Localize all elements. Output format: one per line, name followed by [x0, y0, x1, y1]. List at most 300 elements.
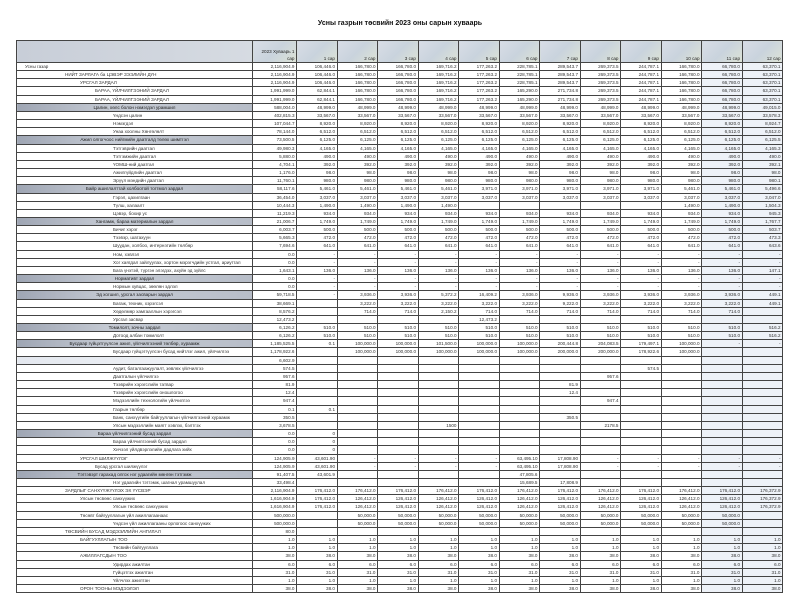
- month-10-cell: [661, 397, 702, 405]
- month-7-cell: 31.0: [540, 568, 581, 576]
- month-1-cell: 641.0: [297, 242, 338, 250]
- month-5-cell: -: [459, 454, 500, 462]
- annual-total-cell: 402,815.3: [253, 111, 297, 119]
- month-5-cell: 98.0: [459, 169, 500, 177]
- month-7-cell: 1.0: [540, 536, 581, 544]
- month-1-cell: -: [297, 291, 338, 299]
- month-2-cell: 166,780.0: [337, 87, 378, 95]
- month-6-cell: 228,785.1: [499, 63, 540, 71]
- month-2-cell: 98.0: [337, 169, 378, 177]
- month-8-cell: 6.0: [580, 560, 621, 568]
- month-5-cell: -: [459, 283, 500, 291]
- annual-total-cell: 38.0: [253, 552, 297, 560]
- month-6-cell: 8,920.0: [499, 120, 540, 128]
- table-row: [17, 120, 783, 128]
- month-5-cell: 136.0: [459, 266, 500, 274]
- month-3-cell: 934.0: [378, 209, 419, 217]
- month-4-cell: [418, 446, 459, 454]
- table-row: [17, 87, 783, 95]
- month-11-cell: [702, 348, 743, 356]
- table-row: [17, 234, 783, 242]
- month-1-cell: 43,601.90: [297, 454, 338, 462]
- month-12-cell: -: [742, 454, 783, 462]
- annual-total-cell: 2,116,904.9: [253, 63, 297, 71]
- row-label: Төсөвт байгууллагын үйл ажиллагаанаас: [17, 511, 253, 519]
- month-10-cell: [661, 381, 702, 389]
- month-10-cell: -: [661, 275, 702, 283]
- month-5-cell: [459, 372, 500, 380]
- month-2-cell: [337, 389, 378, 397]
- month-6-cell: 47,805.6: [499, 470, 540, 478]
- month-12-cell: 63,370.1: [742, 79, 783, 87]
- month-4-cell: 169,716.2: [418, 87, 459, 95]
- month-9-cell: 1.0: [621, 536, 662, 544]
- row-label: ОРОН ТООНЫ МЭДЭЭЛЭЛ: [17, 585, 253, 593]
- month-3-cell: 6,125.0: [378, 136, 419, 144]
- table-row: [17, 438, 783, 446]
- month-3-cell: 126,412.0: [378, 503, 419, 511]
- month-2-cell: 166,780.0: [337, 71, 378, 79]
- month-5-cell: 177,263.2: [459, 87, 500, 95]
- row-label: Ном, хэвлэл: [17, 250, 253, 258]
- month-3-cell: 126,412.0: [378, 495, 419, 503]
- table-row: [17, 519, 783, 527]
- month-6-cell: 63,495.10: [499, 462, 540, 470]
- month-10-cell: [661, 364, 702, 372]
- month-3-cell: [378, 413, 419, 421]
- month-12-cell: 33,578.3: [742, 111, 783, 119]
- month-3-cell: 50,000.0: [378, 511, 419, 519]
- month-2-cell: 714.0: [337, 307, 378, 315]
- month-11-cell: 980.0: [702, 177, 743, 185]
- month-12-cell: [742, 307, 783, 315]
- month-12-cell: 38.0: [742, 585, 783, 593]
- month-10-cell: [661, 478, 702, 486]
- month-10-cell: 714.0: [661, 307, 702, 315]
- month-1-cell: 43,601.90: [297, 462, 338, 470]
- month-7-cell: 200,000.0: [540, 348, 581, 356]
- annual-total-cell: 12.4: [253, 389, 297, 397]
- month-10-cell: -: [661, 462, 702, 470]
- month-4-cell: 472.0: [418, 234, 459, 242]
- table-body: [17, 63, 783, 593]
- month-10-cell: 8,920.0: [661, 120, 702, 128]
- month-1-cell: 176,412.0: [297, 495, 338, 503]
- month-11-cell: [702, 438, 743, 446]
- month-6-cell: [499, 315, 540, 323]
- table-row: [17, 266, 783, 274]
- month-1-cell: 1.0: [297, 544, 338, 552]
- month-7-cell: 176,412.0: [540, 487, 581, 495]
- month-1-cell: [297, 356, 338, 364]
- month-10-cell: 1,749.0: [661, 217, 702, 225]
- row-label: Бараа үйлчилгээний бусад зардал: [17, 430, 253, 438]
- month-6-cell: 1.0: [499, 544, 540, 552]
- table-row: [17, 79, 783, 87]
- month-11-cell: 1,490.0: [702, 201, 743, 209]
- annual-total-cell: 2,116,904.9: [253, 487, 297, 495]
- table-row: [17, 226, 783, 234]
- annual-total-cell: 58,117.6: [253, 185, 297, 193]
- month-5-cell: 177,263.2: [459, 95, 500, 103]
- month-11-cell: 934.0: [702, 209, 743, 217]
- month-4-cell: 641.0: [418, 242, 459, 250]
- month-3-cell: [378, 364, 419, 372]
- row-label: Байр ашиглалттай холбоотой тогтмол зардал: [17, 185, 253, 193]
- month-12-cell: 643.6: [742, 242, 783, 250]
- table-row: [17, 503, 783, 511]
- month-12-cell: -: [742, 340, 783, 348]
- month-3-cell: 5,461.0: [378, 185, 419, 193]
- month-12-cell: 945.3: [742, 209, 783, 217]
- month-12-cell: [742, 413, 783, 421]
- month-3-cell: -: [378, 258, 419, 266]
- month-5-cell: 472.0: [459, 234, 500, 242]
- month-1-cell: 106,446.0: [297, 79, 338, 87]
- month-3-cell: 1.0: [378, 544, 419, 552]
- month-12-cell: 38.0: [742, 552, 783, 560]
- row-label: ҮОМШ-ний даатгал: [17, 160, 253, 168]
- annual-total-cell: 107,044.7: [253, 120, 297, 128]
- month-1-cell: 98.0: [297, 169, 338, 177]
- month-7-cell: [540, 405, 581, 413]
- month-4-cell: 169,716.2: [418, 63, 459, 71]
- annual-total-cell: 5,880.0: [253, 152, 297, 160]
- table-row: [17, 405, 783, 413]
- annual-total-cell: 2,116,904.9: [253, 79, 297, 87]
- month-5-cell: 50,000.0: [459, 519, 500, 527]
- month-9-cell: [621, 389, 662, 397]
- month-9-cell: 6,512.0: [621, 128, 662, 136]
- month-2-cell: [337, 438, 378, 446]
- month-11-cell: 6,512.0: [702, 128, 743, 136]
- month-12-cell: 6,512.0: [742, 128, 783, 136]
- table-row: [17, 430, 783, 438]
- month-4-cell: 510.0: [418, 324, 459, 332]
- month-9-cell: 244,787.1: [621, 87, 662, 95]
- month-1-cell: 490.0: [297, 152, 338, 160]
- row-label: Усны газар: [17, 63, 253, 71]
- table-row: [17, 381, 783, 389]
- month-3-cell: 6.0: [378, 560, 419, 568]
- month-10-cell: 472.0: [661, 234, 702, 242]
- month-3-cell: [378, 381, 419, 389]
- row-label: Тэтгэвэрт гарахад олгох нэг удаагийн мөнгөн тэтгэмж: [17, 470, 253, 478]
- month-5-cell: 176,412.0: [459, 487, 500, 495]
- month-10-cell: 641.0: [661, 242, 702, 250]
- month-3-cell: [378, 405, 419, 413]
- month-11-cell: 176,412.0: [702, 487, 743, 495]
- annual-total-cell: 2,116,904.9: [253, 71, 297, 79]
- month-7-cell: 200,444.8: [540, 340, 581, 348]
- month-6-cell: [499, 438, 540, 446]
- month-9-cell: 392.0: [621, 160, 662, 168]
- column-header-3: 3 сар: [378, 41, 419, 63]
- month-8-cell: 269,373.5: [580, 87, 621, 95]
- annual-total-cell: 1,185,525.5: [253, 340, 297, 348]
- month-8-cell: 269,373.5: [580, 71, 621, 79]
- month-3-cell: [378, 372, 419, 380]
- month-8-cell: 4,165.0: [580, 144, 621, 152]
- month-2-cell: 1.0: [337, 544, 378, 552]
- month-4-cell: [418, 372, 459, 380]
- month-1-cell: 472.0: [297, 234, 338, 242]
- month-11-cell: [702, 397, 743, 405]
- month-1-cell: 0: [297, 446, 338, 454]
- month-3-cell: 166,780.0: [378, 71, 419, 79]
- month-6-cell: 3,037.0: [499, 193, 540, 201]
- month-11-cell: 3,222.0: [702, 299, 743, 307]
- table-row: [17, 462, 783, 470]
- month-8-cell: 3,971.0: [580, 185, 621, 193]
- month-8-cell: 269,373.5: [580, 95, 621, 103]
- month-6-cell: 126,412.0: [499, 503, 540, 511]
- month-12-cell: [742, 527, 783, 535]
- month-10-cell: 176,412.0: [661, 487, 702, 495]
- month-1-cell: 106,446.0: [297, 71, 338, 79]
- month-6-cell: 50,000.0: [499, 519, 540, 527]
- month-4-cell: 6,512.0: [418, 128, 459, 136]
- month-6-cell: 126,412.0: [499, 495, 540, 503]
- month-1-cell: 510.0: [297, 332, 338, 340]
- month-11-cell: 392.0: [702, 160, 743, 168]
- month-11-cell: 50,000.0: [702, 511, 743, 519]
- month-5-cell: 714.0: [459, 307, 500, 315]
- month-2-cell: -: [337, 283, 378, 291]
- month-10-cell: 38.0: [661, 552, 702, 560]
- month-4-cell: [418, 397, 459, 405]
- month-3-cell: 472.0: [378, 234, 419, 242]
- month-10-cell: 126,412.0: [661, 503, 702, 511]
- table-row: [17, 185, 783, 193]
- month-12-cell: 1,504.3: [742, 201, 783, 209]
- table-row: [17, 397, 783, 405]
- month-8-cell: 947.4: [580, 397, 621, 405]
- month-9-cell: 244,787.1: [621, 71, 662, 79]
- month-10-cell: 166,780.0: [661, 95, 702, 103]
- month-11-cell: 5,461.0: [702, 185, 743, 193]
- month-4-cell: 176,412.0: [418, 487, 459, 495]
- month-8-cell: 641.0: [580, 242, 621, 250]
- row-label: Эрүүл мэндийн даатгал: [17, 177, 253, 185]
- month-6-cell: -: [499, 258, 540, 266]
- row-label: Бага үнэтэй, түргэн элэгдэх, ахуйн эд зүйлс: [17, 266, 253, 274]
- month-2-cell: 1.0: [337, 576, 378, 584]
- annual-total-cell: 10,444.3: [253, 201, 297, 209]
- month-1-cell: [297, 511, 338, 519]
- month-9-cell: 38.0: [621, 552, 662, 560]
- month-3-cell: 100,000.0: [378, 340, 419, 348]
- month-3-cell: 166,780.0: [378, 87, 419, 95]
- month-5-cell: 100,000.0: [459, 348, 500, 356]
- month-12-cell: 1,767.7: [742, 217, 783, 225]
- month-12-cell: [742, 470, 783, 478]
- month-7-cell: [540, 527, 581, 535]
- table-row: [17, 177, 783, 185]
- annual-total-cell: 957.6: [253, 372, 297, 380]
- table-row: [17, 585, 783, 593]
- month-12-cell: 449.1: [742, 299, 783, 307]
- month-1-cell: [297, 315, 338, 323]
- month-11-cell: [702, 470, 743, 478]
- month-4-cell: 5,372.2: [418, 291, 459, 299]
- annual-total-cell: 0.0: [253, 430, 297, 438]
- month-9-cell: 178,922.6: [621, 348, 662, 356]
- month-9-cell: 176,412.0: [621, 487, 662, 495]
- month-1-cell: 0.1: [297, 340, 338, 348]
- month-8-cell: -: [580, 462, 621, 470]
- month-9-cell: 641.0: [621, 242, 662, 250]
- month-6-cell: [499, 430, 540, 438]
- month-2-cell: 500.0: [337, 226, 378, 234]
- table-row: [17, 340, 783, 348]
- month-5-cell: [459, 430, 500, 438]
- table-row: [17, 63, 783, 71]
- month-7-cell: 289,543.7: [540, 79, 581, 87]
- month-9-cell: 500.0: [621, 226, 662, 234]
- annual-total-cell: 947.4: [253, 397, 297, 405]
- row-label: Ажилгүйдлийн даатгал: [17, 169, 253, 177]
- month-6-cell: 165,290.0: [499, 87, 540, 95]
- table-row: [17, 372, 783, 380]
- month-1-cell: [297, 348, 338, 356]
- month-4-cell: [418, 478, 459, 486]
- month-5-cell: 50,000.0: [459, 511, 500, 519]
- month-8-cell: 934.0: [580, 209, 621, 217]
- month-3-cell: 641.0: [378, 242, 419, 250]
- month-9-cell: [621, 413, 662, 421]
- month-11-cell: 38.0: [702, 585, 743, 593]
- row-label: Тэтгэмжийн даатгал: [17, 152, 253, 160]
- month-6-cell: 3,936.0: [499, 291, 540, 299]
- month-6-cell: 510.0: [499, 332, 540, 340]
- month-11-cell: 6,125.0: [702, 136, 743, 144]
- month-10-cell: 136.0: [661, 266, 702, 274]
- month-8-cell: [580, 405, 621, 413]
- month-12-cell: [742, 381, 783, 389]
- annual-total-cell: 38,669.1: [253, 299, 297, 307]
- month-10-cell: 166,780.0: [661, 87, 702, 95]
- month-6-cell: 38.0: [499, 552, 540, 560]
- month-8-cell: [580, 413, 621, 421]
- month-9-cell: 510.0: [621, 332, 662, 340]
- month-2-cell: [337, 446, 378, 454]
- table-row: [17, 201, 783, 209]
- month-11-cell: 3,936.0: [702, 291, 743, 299]
- month-10-cell: 1,490.0: [661, 201, 702, 209]
- annual-total-cell: 3,678.5: [253, 421, 297, 429]
- month-6-cell: 472.0: [499, 234, 540, 242]
- month-3-cell: 1.0: [378, 536, 419, 544]
- month-4-cell: 1.0: [418, 536, 459, 544]
- table-row: [17, 103, 783, 111]
- month-4-cell: -: [418, 283, 459, 291]
- month-6-cell: [499, 446, 540, 454]
- month-5-cell: 1.0: [459, 544, 500, 552]
- month-2-cell: [337, 372, 378, 380]
- month-7-cell: 50,000.0: [540, 511, 581, 519]
- month-1-cell: -: [297, 250, 338, 258]
- column-header-10: 10 сар: [661, 41, 702, 63]
- month-6-cell: 934.0: [499, 209, 540, 217]
- month-8-cell: 1,749.0: [580, 217, 621, 225]
- month-6-cell: 980.0: [499, 177, 540, 185]
- month-5-cell: 6,512.0: [459, 128, 500, 136]
- month-10-cell: [661, 421, 702, 429]
- month-6-cell: 1.0: [499, 536, 540, 544]
- month-2-cell: 6,512.0: [337, 128, 378, 136]
- month-7-cell: 81.9: [540, 381, 581, 389]
- annual-total-cell: 574.5: [253, 364, 297, 372]
- month-3-cell: [378, 478, 419, 486]
- month-11-cell: -: [702, 454, 743, 462]
- month-8-cell: 31.0: [580, 568, 621, 576]
- month-2-cell: 5,461.0: [337, 185, 378, 193]
- annual-total-cell: 0.0: [253, 283, 297, 291]
- month-7-cell: 934.0: [540, 209, 581, 217]
- row-label: Нормативт зардал: [17, 275, 253, 283]
- month-6-cell: -: [499, 275, 540, 283]
- month-7-cell: [540, 421, 581, 429]
- month-7-cell: 1,749.0: [540, 217, 581, 225]
- month-4-cell: 126,412.0: [418, 495, 459, 503]
- annual-total-cell: 0.1: [253, 405, 297, 413]
- month-2-cell: [337, 478, 378, 486]
- month-10-cell: 500.0: [661, 226, 702, 234]
- month-6-cell: 392.0: [499, 160, 540, 168]
- table-row: [17, 568, 783, 576]
- month-2-cell: -: [337, 250, 378, 258]
- month-8-cell: 8,920.0: [580, 120, 621, 128]
- month-12-cell: [742, 511, 783, 519]
- month-5-cell: 126,412.0: [459, 503, 500, 511]
- month-4-cell: 169,716.2: [418, 79, 459, 87]
- month-1-cell: 6.0: [297, 560, 338, 568]
- table-row: [17, 324, 783, 332]
- month-11-cell: [702, 372, 743, 380]
- month-6-cell: [499, 527, 540, 535]
- annual-total-cell: 49,980.3: [253, 144, 297, 152]
- month-3-cell: 8,920.0: [378, 120, 419, 128]
- month-8-cell: [580, 315, 621, 323]
- table-row: [17, 258, 783, 266]
- table-row: [17, 495, 783, 503]
- month-4-cell: 934.0: [418, 209, 459, 217]
- month-8-cell: 1.0: [580, 544, 621, 552]
- month-11-cell: 50,000.0: [702, 519, 743, 527]
- row-label: Газрын төлбөр: [17, 405, 253, 413]
- table-row: [17, 421, 783, 429]
- month-5-cell: 500.0: [459, 226, 500, 234]
- month-6-cell: [499, 356, 540, 364]
- month-10-cell: 4,165.0: [661, 144, 702, 152]
- month-1-cell: 62,844.1: [297, 87, 338, 95]
- month-12-cell: [742, 315, 783, 323]
- month-8-cell: -: [580, 250, 621, 258]
- month-2-cell: [337, 364, 378, 372]
- month-5-cell: [459, 381, 500, 389]
- month-3-cell: 714.0: [378, 307, 419, 315]
- month-5-cell: -: [459, 462, 500, 470]
- row-label: Унаа хоолны Хөнгөлөлт: [17, 128, 253, 136]
- row-label: Улсын мэдээллийн маягт хэвлэх, бэлтгэх: [17, 421, 253, 429]
- month-12-cell: 473.3: [742, 234, 783, 242]
- month-2-cell: 126,412.0: [337, 495, 378, 503]
- table-row: [17, 356, 783, 364]
- month-9-cell: 3,971.0: [621, 185, 662, 193]
- month-11-cell: 8,920.0: [702, 120, 743, 128]
- month-4-cell: 1.0: [418, 576, 459, 584]
